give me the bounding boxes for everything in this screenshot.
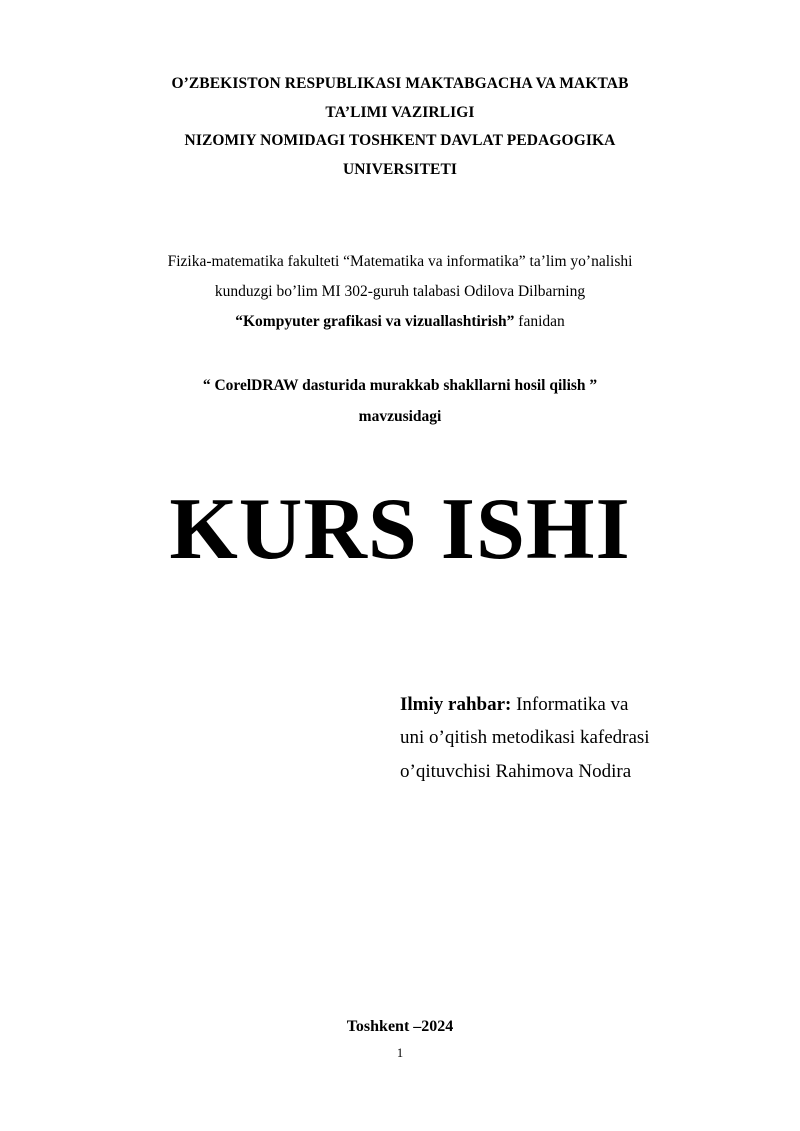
page-content bbox=[0, 70, 800, 788]
supervisor-value-1: Informatika va bbox=[516, 694, 629, 716]
faculty-info bbox=[90, 247, 710, 338]
faculty-line-2: kunduzgi bo’lim MI 302-guruh talabasi Odilova Dilbarning bbox=[214, 282, 586, 300]
supervisor-line-3: o’qituvchisi Rahimova Nodira bbox=[400, 760, 632, 782]
organization-heading bbox=[90, 70, 710, 185]
supervisor-line-2: uni o’qitish metodikasi kafedrasi bbox=[400, 727, 650, 749]
topic-line-2: mavzusidagi bbox=[358, 407, 442, 425]
faculty-line-1: Fizika-matematika fakulteti “Matematika va informatika” ta’lim yo’nalishi bbox=[167, 252, 633, 270]
footer-city-year: Toshkent –2024 bbox=[346, 1018, 454, 1035]
page-title: KURS ISHI bbox=[169, 480, 631, 578]
supervisor-info bbox=[400, 688, 710, 788]
subject-title: “Kompyuter grafikasi va vizuallashtirish” bbox=[235, 313, 515, 331]
organization-line-2: TA’LIMI VAZIRLIGI bbox=[325, 103, 475, 121]
subject-tail: fanidan bbox=[518, 313, 565, 331]
organization-line-3: NIZOMIY NOMIDAGI TOSHKENT DAVLAT PEDAGOGIKA bbox=[184, 132, 616, 150]
supervisor-line-1 bbox=[400, 688, 710, 721]
subject-line bbox=[90, 307, 710, 337]
organization-line-4: UNIVERSITETI bbox=[342, 161, 458, 179]
supervisor-label: Ilmiy rahbar: bbox=[400, 694, 512, 716]
organization-line-1: O’ZBEKISTON RESPUBLIKASI MAKTABGACHA VA MAKTAB bbox=[171, 75, 629, 92]
work-topic bbox=[90, 371, 710, 431]
page-number: 1 bbox=[396, 1046, 404, 1060]
topic-line-1: “ CorelDRAW dasturida murakkab shakllarni hosil qilish ” bbox=[202, 377, 598, 395]
